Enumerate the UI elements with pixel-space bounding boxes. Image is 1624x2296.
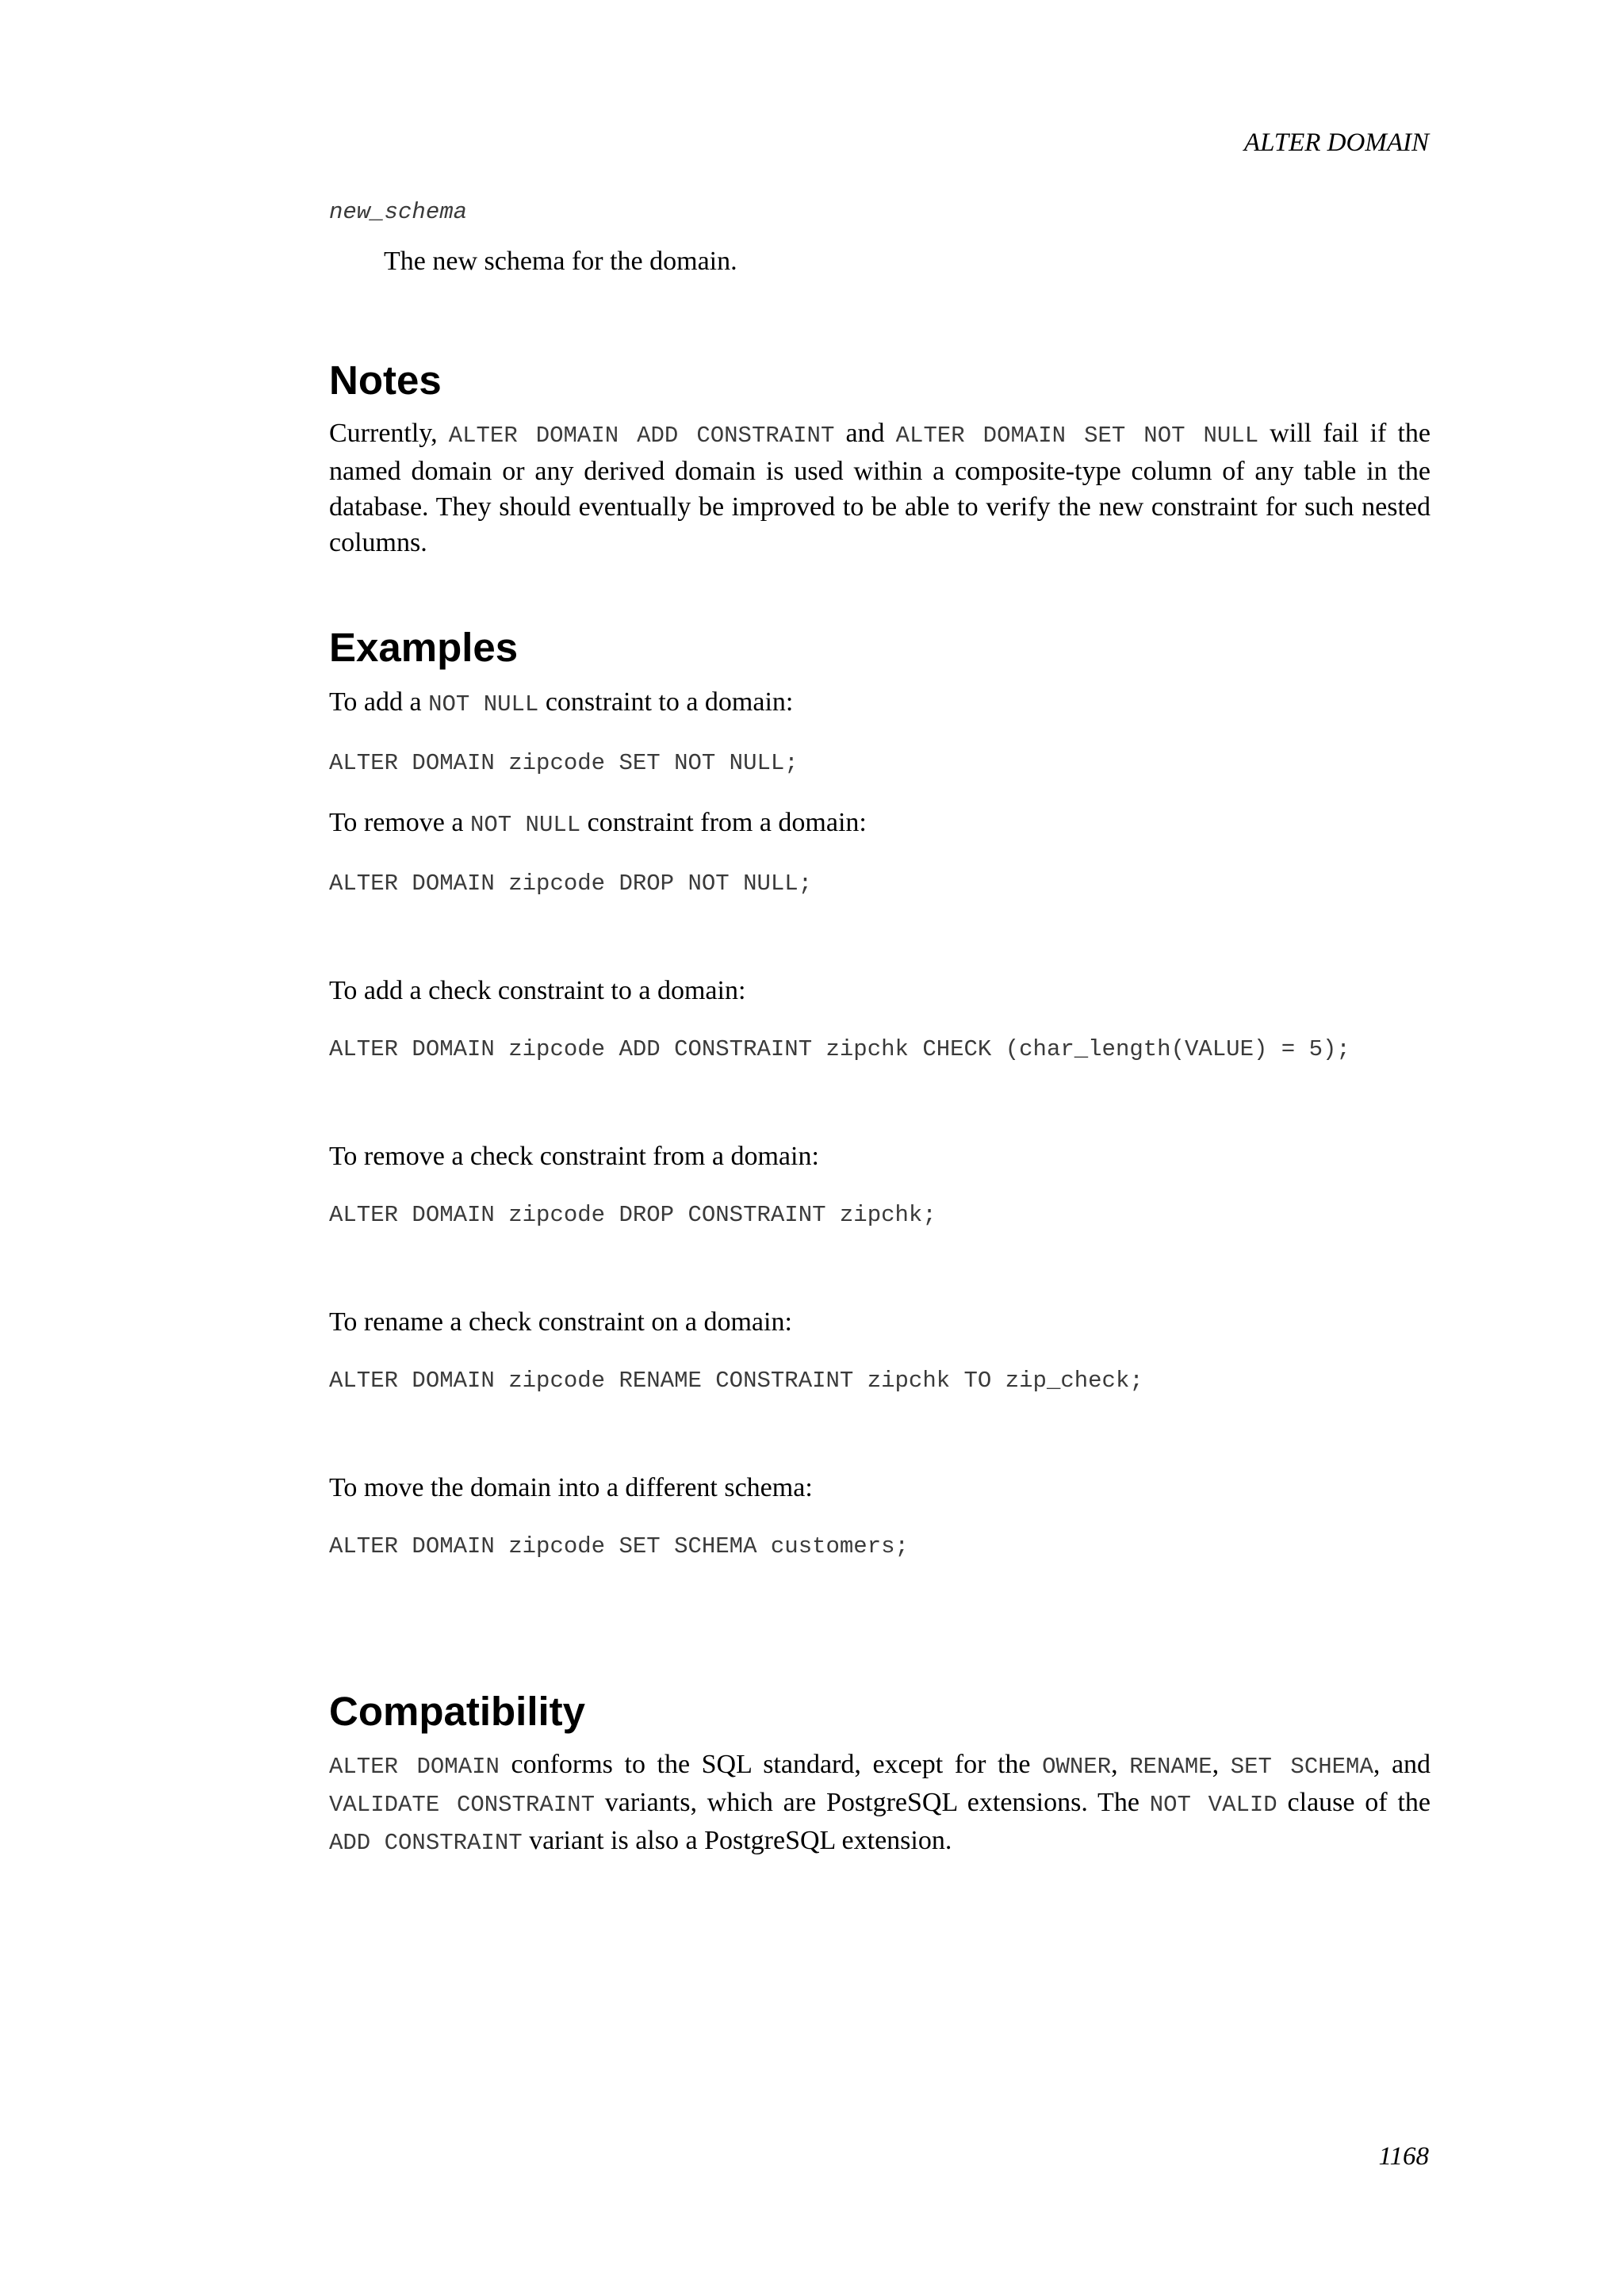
example-2-intro <box>329 805 1431 843</box>
example-2-code: ALTER DOMAIN zipcode DROP NOT NULL; <box>329 871 813 897</box>
compat-text-f: clause of the <box>1277 1788 1431 1817</box>
example-2-text-b: constraint from a domain: <box>580 808 867 837</box>
compat-code-owner: OWNER <box>1042 1754 1112 1780</box>
example-1-intro <box>329 684 1431 722</box>
example-1-code: ALTER DOMAIN zipcode SET NOT NULL; <box>329 750 799 776</box>
example-5-intro: To rename a check constraint on a domain: <box>329 1307 792 1337</box>
notes-code-1: ALTER DOMAIN ADD CONSTRAINT <box>448 423 835 449</box>
compat-text-g: variant is also a PostgreSQL extension. <box>522 1826 952 1855</box>
example-6-intro: To move the domain into a different schema: <box>329 1473 813 1502</box>
parameter-name: new_schema <box>329 199 468 225</box>
examples-heading: Examples <box>329 625 519 670</box>
notes-text-2: and <box>834 419 896 448</box>
compat-code-not-valid: NOT VALID <box>1149 1792 1277 1818</box>
parameter-entry <box>329 197 1431 279</box>
example-1-text-b: constraint to a domain: <box>538 687 794 717</box>
compat-text-d: , and <box>1373 1750 1431 1779</box>
page-content <box>329 197 1431 1861</box>
compat-code-add-constraint: ADD CONSTRAINT <box>329 1830 523 1856</box>
example-5-code: ALTER DOMAIN zipcode RENAME CONSTRAINT zipchk TO zip_check; <box>329 1368 1143 1394</box>
example-4-code: ALTER DOMAIN zipcode DROP CONSTRAINT zipchk; <box>329 1202 936 1228</box>
compat-code-set-schema: SET SCHEMA <box>1230 1754 1373 1780</box>
compat-text-b: , <box>1111 1750 1130 1779</box>
example-1-inline-code: NOT NULL <box>428 691 539 718</box>
example-2-inline-code: NOT NULL <box>469 812 581 838</box>
notes-text-1: Currently, <box>329 419 449 448</box>
example-6-code: ALTER DOMAIN zipcode SET SCHEMA customers; <box>329 1533 909 1559</box>
parameter-description: The new schema for the domain. <box>384 247 737 276</box>
notes-heading: Notes <box>329 358 442 403</box>
example-3-code: ALTER DOMAIN zipcode ADD CONSTRAINT zipchk CHECK (char_length(VALUE) = 5); <box>329 1036 1350 1062</box>
compat-code-validate-constraint: VALIDATE CONSTRAINT <box>329 1792 595 1818</box>
notes-text-3: will fail if the named domain or any derived domain is used within a composite-type column of any table in the database. They should eventually be improved to be able to verify the new constraint for such nested columns. <box>329 419 1431 557</box>
example-2-text-a: To remove a <box>329 808 470 837</box>
compat-text-e: variants, which are PostgreSQL extensions. The <box>594 1788 1150 1817</box>
page-number: 1168 <box>1378 2142 1429 2171</box>
notes-paragraph <box>329 415 1431 561</box>
compat-text-a: conforms to the SQL standard, except for the <box>499 1750 1043 1779</box>
running-header: ALTER DOMAIN <box>1243 128 1429 157</box>
compatibility-heading: Compatibility <box>329 1689 586 1734</box>
example-1-text-a: To add a <box>329 687 429 717</box>
compat-code-alter-domain: ALTER DOMAIN <box>329 1754 500 1780</box>
compat-code-rename: RENAME <box>1129 1754 1212 1780</box>
notes-code-2: ALTER DOMAIN SET NOT NULL <box>895 423 1259 449</box>
example-3-intro: To add a check constraint to a domain: <box>329 976 746 1005</box>
example-4-intro: To remove a check constraint from a domain: <box>329 1142 819 1171</box>
compat-text-c: , <box>1212 1750 1231 1779</box>
compatibility-paragraph <box>329 1747 1431 1861</box>
